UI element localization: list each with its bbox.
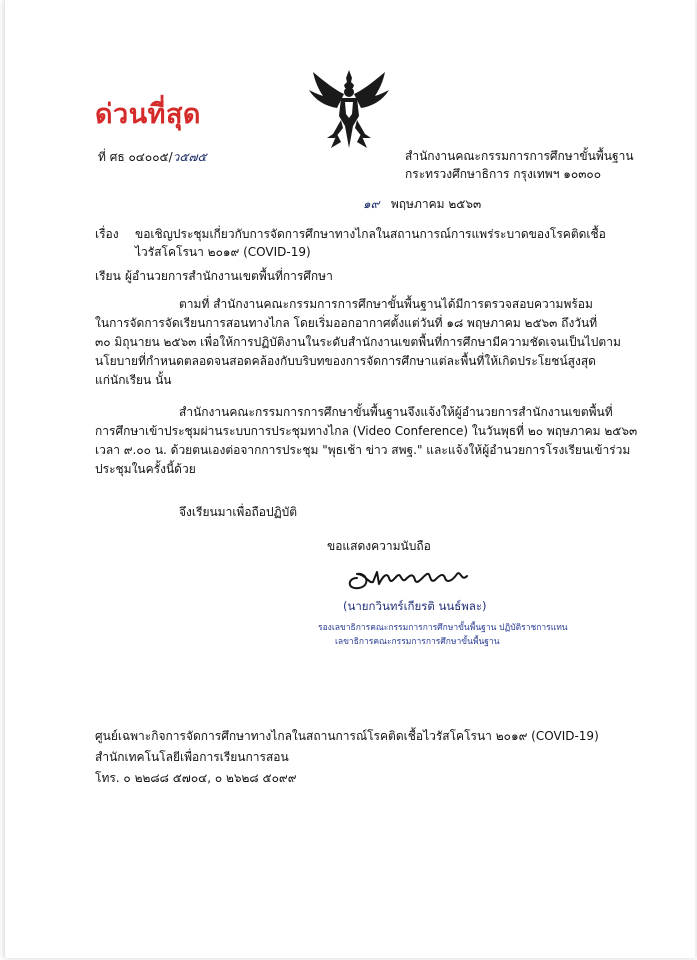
garuda-emblem — [307, 68, 391, 152]
footer-office: สำนักเทคโนโลยีเพื่อการเรียนการสอน — [95, 750, 289, 764]
document-number — [98, 148, 207, 167]
paragraph-line: สำนักงานคณะกรรมการการศึกษาขั้นพื้นฐานจึงแจ้งให้ผู้อำนวยการสำนักงานเขตพื้นที่ — [179, 405, 613, 419]
paragraph-line: นโยบายที่กำหนดตลอดจนสอดคล้องกับบริบทของการจัดการศึกษาแต่ละพื้นที่ให้เกิดประโยชน์สูงสุด — [95, 354, 596, 368]
paragraph-line: ๓๐ มิถุนายน ๒๕๖๓ เพื่อให้การปฏิบัติงานในระดับสำนักงานเขตพื้นที่การศึกษามีความชัดเจนเป็นไปตาม — [95, 335, 621, 349]
subject-label: เรื่อง — [95, 227, 119, 241]
footer-phone: โทร. ๐ ๒๒๘๘ ๕๗๐๔, ๐ ๒๖๒๘ ๕๐๙๙ — [95, 771, 297, 785]
body-paragraph-3: จึงเรียนมาเพื่อถือปฏิบัติ — [179, 505, 298, 519]
signer-position-1: รองเลขาธิการคณะกรรมการการศึกษาขั้นพื้นฐาน ปฏิบัติราชการแทน — [318, 623, 568, 633]
date-month-year: พฤษภาคม ๒๕๖๓ — [390, 197, 482, 211]
handwritten-signature — [343, 558, 473, 594]
document-number-handwritten: ว๕๗๕ — [172, 150, 207, 164]
recipient-value: ผู้อำนวยการสำนักงานเขตพื้นที่การศึกษา — [125, 269, 333, 283]
body-paragraph-2 — [95, 403, 637, 479]
date-day: ๑๙ — [363, 197, 380, 211]
org-address: กระทรวงศึกษาธิการ กรุงเทพฯ ๑๐๓๐๐ — [405, 167, 602, 181]
paragraph-line: เวลา ๙.๐๐ น. ด้วยตนเองต่อจากการประชุม "พุธเช้า ข่าว สพฐ." และแจ้งให้ผู้อำนวยการโรงเรียนเข้าร่วม — [95, 443, 631, 457]
paragraph-line: การศึกษาเข้าประชุมผ่านระบบการประชุมทางไกล (Video Conference) ในวันพุธที่ ๒๐ พฤษภาคม ๒๕๖๓ — [95, 424, 638, 438]
paragraph-line: ในการจัดการจัดเรียนการสอนทางไกล โดยเริ่มออกอากาศตั้งแต่วันที่ ๑๘ พฤษภาคม ๒๕๖๓ ถึงวันที่ — [95, 316, 598, 330]
recipient-label: เรียน — [95, 269, 121, 283]
signer-name: (นายกวินทร์เกียรติ นนธ์พละ) — [343, 599, 487, 613]
closing-salutation: ขอแสดงความนับถือ — [327, 539, 431, 553]
document-page — [4, 0, 696, 958]
paragraph-line: ตามที่ สำนักงานคณะกรรมการการศึกษาขั้นพื้นฐานได้มีการตรวจสอบความพร้อม — [179, 297, 593, 311]
paragraph-line: ประชุมในครั้งนี้ด้วย — [95, 462, 196, 476]
document-number-prefix: ที่ ศธ ๐๔๐๐๕/ — [98, 150, 173, 164]
subject-line-1: ขอเชิญประชุมเกี่ยวกับการจัดการศึกษาทางไกลในสถานการณ์การแพร่ระบาดของโรคติดเชื้อ — [135, 227, 606, 241]
footer-center-name: ศูนย์เฉพาะกิจการจัดการศึกษาทางไกลในสถานการณ์โรคติดเชื้อไวรัสโคโรนา ๒๐๑๙ (COVID-19) — [95, 729, 599, 743]
paragraph-line: แก่นักเรียน นั้น — [95, 373, 172, 387]
org-name: สำนักงานคณะกรรมการการศึกษาขั้นพื้นฐาน — [405, 149, 634, 163]
body-paragraph-1 — [95, 295, 621, 390]
urgency-stamp: ด่วนที่สุด — [95, 99, 201, 130]
subject-line-2: ไวรัสโคโรนา ๒๐๑๙ (COVID-19) — [135, 245, 311, 259]
signer-position-2: เลขาธิการคณะกรรมการการศึกษาขั้นพื้นฐาน — [335, 637, 500, 647]
document-date — [363, 195, 481, 214]
